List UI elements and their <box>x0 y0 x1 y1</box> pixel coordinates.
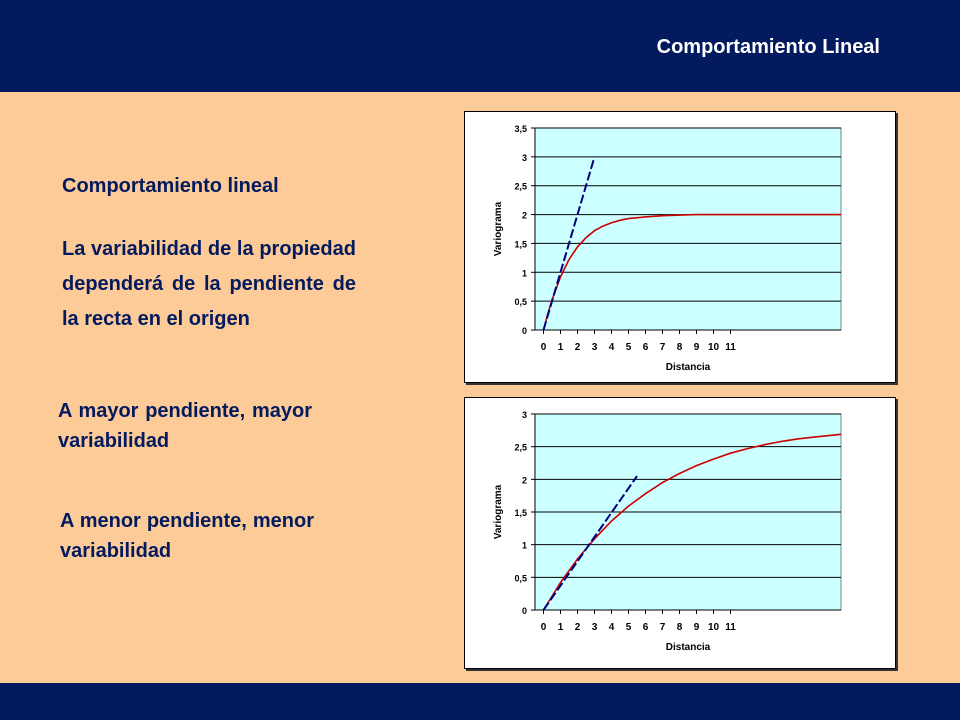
x-axis-label: Distancia <box>665 642 711 653</box>
y-axis-label: Variograma <box>493 201 504 257</box>
y-tick-label: 0 <box>521 326 527 336</box>
x-tick-label: 1 <box>557 622 564 633</box>
x-tick-label: 6 <box>642 622 649 633</box>
y-tick-label: 0 <box>521 606 527 616</box>
section-heading: Comportamiento lineal <box>62 175 279 197</box>
description-paragraph: La variabilidad de la propiedad dependerá de la pendiente de la recta en el origen <box>62 238 356 330</box>
footer-bar <box>0 683 960 720</box>
variogram-chart-svg <box>465 398 895 668</box>
y-tick-label: 0,5 <box>514 297 527 308</box>
y-tick-label: 0,5 <box>514 573 527 584</box>
x-tick-label: 4 <box>608 342 615 353</box>
higher-slope-note: A mayor pendiente, mayor variabilidad <box>58 400 312 452</box>
y-tick-label: 1,5 <box>514 508 527 518</box>
x-tick-label: 1 <box>557 342 564 353</box>
x-tick-label: 0 <box>540 342 547 353</box>
y-tick-label: 2,5 <box>514 181 527 192</box>
y-tick-label: 2 <box>521 475 527 486</box>
x-tick-label: 0 <box>540 622 547 633</box>
y-tick-label: 1 <box>521 268 527 279</box>
y-tick-label: 2,5 <box>514 442 527 453</box>
variogram-chart-low-slope <box>464 397 896 669</box>
y-tick-label: 1,5 <box>514 239 527 250</box>
variogram-chart-svg <box>465 112 895 382</box>
x-tick-label: 8 <box>676 342 683 353</box>
x-tick-label: 7 <box>659 342 666 353</box>
variogram-chart-high-slope <box>464 111 896 383</box>
y-tick-label: 3 <box>521 410 527 420</box>
x-tick-label: 3 <box>591 342 598 353</box>
x-tick-label: 10 <box>707 342 720 353</box>
x-tick-label: 4 <box>608 622 615 633</box>
x-tick-label: 3 <box>591 622 598 633</box>
x-tick-label: 11 <box>725 342 736 353</box>
x-tick-label: 6 <box>642 342 649 353</box>
x-tick-label: 5 <box>625 622 632 633</box>
x-tick-label: 2 <box>574 342 581 353</box>
y-tick-label: 3,5 <box>514 124 527 134</box>
x-tick-label: 10 <box>707 622 720 633</box>
x-tick-label: 8 <box>676 622 683 633</box>
x-tick-label: 9 <box>693 622 700 633</box>
lower-slope-note: A menor pendiente, menor variabilidad <box>60 510 314 562</box>
y-tick-label: 3 <box>521 152 527 163</box>
y-axis-label: Variograma <box>493 484 504 540</box>
y-tick-label: 2 <box>521 210 527 221</box>
x-tick-label: 9 <box>693 342 700 353</box>
y-tick-label: 1 <box>521 540 527 551</box>
x-tick-label: 7 <box>659 622 666 633</box>
x-tick-label: 11 <box>725 622 736 633</box>
plot-area <box>535 128 841 330</box>
x-tick-label: 5 <box>625 342 632 353</box>
x-tick-label: 2 <box>574 622 581 633</box>
x-axis-label: Distancia <box>665 362 711 373</box>
slide-title: Comportamiento Lineal <box>656 36 880 58</box>
